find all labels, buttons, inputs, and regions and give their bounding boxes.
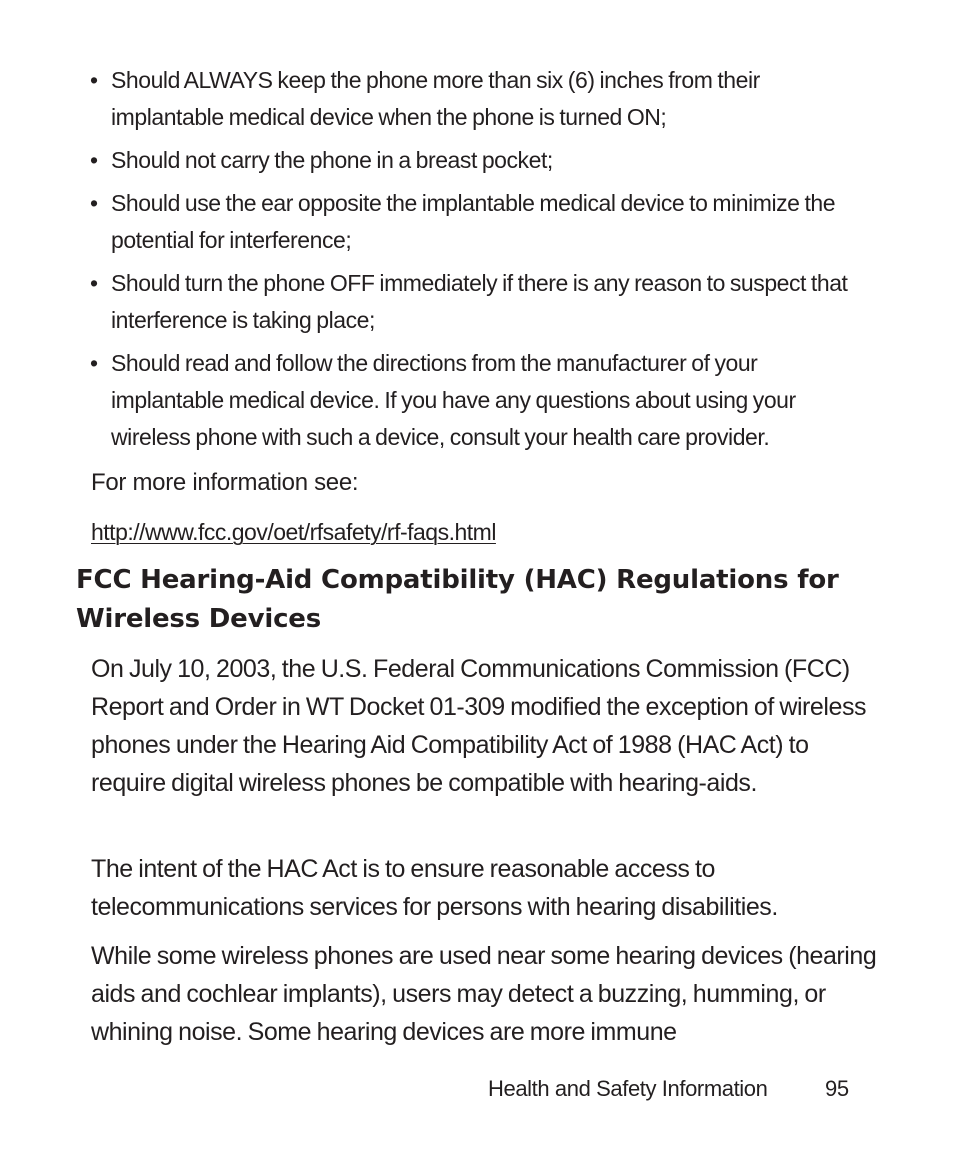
bullet-text: Should use the ear opposite the implantable medical device to minimize the potential for interference; <box>111 190 836 253</box>
page-number: 95 <box>825 1076 849 1101</box>
list-item <box>90 142 860 179</box>
list-item <box>90 265 860 339</box>
bullet-icon: • <box>90 190 98 216</box>
list-item <box>90 185 860 259</box>
bullet-text: Should ALWAYS keep the phone more than six (6) inches from their implantable medical device when the phone is turned ON; <box>111 67 760 130</box>
precaution-list <box>90 62 860 462</box>
bullet-icon: • <box>90 147 98 173</box>
list-item <box>90 345 860 456</box>
bullet-text: Should read and follow the directions from the manufacturer of your implantable medical device. If you have any questions about using your wireless phone with such a device, consult your health care provider. <box>111 350 796 450</box>
bullet-icon: • <box>90 67 98 93</box>
body-paragraph: The intent of the HAC Act is to ensure reasonable access to telecommunications services for persons with hearing disabilities. <box>91 855 778 921</box>
list-item <box>90 62 860 136</box>
bullet-icon: • <box>90 270 98 296</box>
more-info-text: For more information see: <box>91 469 359 496</box>
bullet-icon: • <box>90 350 98 376</box>
fcc-faq-link[interactable]: http://www.fcc.gov/oet/rfsafety/rf-faqs.html <box>91 519 496 545</box>
footer-section-title: Health and Safety Information <box>488 1076 768 1101</box>
body-paragraph: On July 10, 2003, the U.S. Federal Communications Commission (FCC) Report and Order in WT Docket 01-309 modified the exception of wireless phones under the Hearing Aid Compatibility Act of 1988 (HAC Act) to require digital wireless phones be compatible with hearing-aids. <box>91 655 867 797</box>
body-paragraph: While some wireless phones are used near some hearing devices (hearing aids and cochlear implants), users may detect a buzzing, humming, or whining noise. Some hearing devices are more immune <box>91 942 877 1046</box>
bullet-text: Should not carry the phone in a breast pocket; <box>111 147 553 173</box>
section-heading: FCC Hearing-Aid Compatibility (HAC) Regulations for Wireless Devices <box>76 565 839 634</box>
bullet-text: Should turn the phone OFF immediately if there is any reason to suspect that interference is taking place; <box>111 270 848 333</box>
